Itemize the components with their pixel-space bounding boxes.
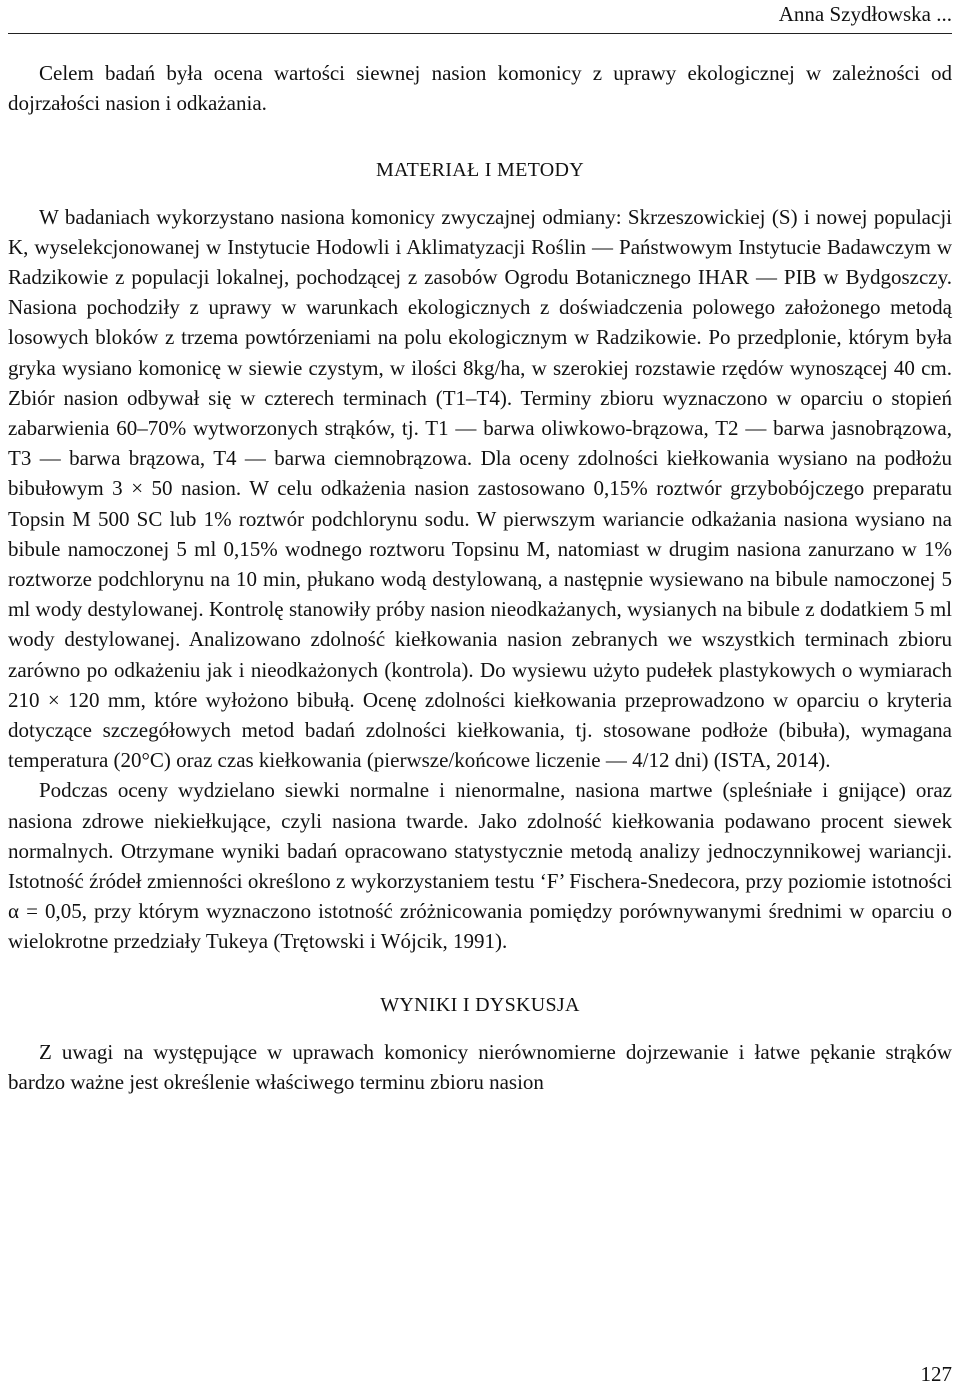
methods-paragraph-2: Podczas oceny wydzielano siewki normalne i nienormalne, nasiona martwe (spleśniałe i gnijące) oraz nasiona zdrowe niekiełkujące, czyli nasiona twarde. Jako zdolność kiełkowania podawano procent siewek normalnych. Otrzymane wyniki badań opracowano statystycznie metodą analizy jednoczynnikowej wariancji. Istotność źródeł zmienności określono z wykorzystaniem testu ‘F’ Fischera-Snedecora, przy poziomie istotności α = 0,05, przy którym wyznaczono istotność zróżnicowania pomiędzy porównywanymi średnimi w oparciu o wielokrotne przedziały Tukeya (Trętowski i Wójcik, 1991). — [8, 778, 952, 954]
header-rule — [8, 33, 952, 34]
spacer — [8, 186, 952, 202]
intro-paragraph: Celem badań była ocena wartości siewnej nasion komonicy z uprawy ekologicznej w zależności od dojrzałości nasion i odkażania. — [8, 61, 952, 116]
spacer — [8, 957, 952, 990]
page-number: 127 — [920, 1362, 952, 1386]
running-header: Anna Szydłowska ... — [778, 2, 952, 26]
section-heading-results: WYNIKI I DYSKUSJA — [380, 993, 580, 1016]
spacer — [8, 1020, 952, 1037]
methods-paragraph-1: W badaniach wykorzystano nasiona komonicy zwyczajnej odmiany: Skrzeszowickiej (S) i nowej populacji K, wyselekcjonowanej w Instytucie Hodowli i Aklimatyzacji Roślin — Państwowym Instytucie Badawczym w Radzikowie z populacji lokalnej, pochodzącej z zasobów Ogrodu Botanicznego IHAR — PIB w Bydgoszczy. Nasiona pochodziły z uprawy w warunkach ekologicznych z doświadczenia polowego założonego metodą losowych bloków z trzema powtórzeniami na polu ekologicznym w Radzikowie. Po przedplonie, którym była gryka wysiano komonicę w siewie czystym, w ilości 8kg/ha, w szerokiej rozstawie rzędów wynoszącej 40 cm. Zbiór nasion odbywał się w czterech terminach (T1–T4). Terminy zbioru wyznaczono w oparciu o stopień zabarwienia 60–70% wytworzonych strąków, tj. T1 — barwa oliwkowo-brązowa, T2 — barwa jasnobrązowa, T3 — barwa brązowa, T4 — barwa ciemnobrązowa. Dla oceny zdolności kiełkowania wysiano na podłożu bibułowym 3 × 50 nasion. W celu odkażenia nasion zastosowano 0,15% roztwór grzybobójczego preparatu Topsin M 500 SC lub 1% roztwór podchlorynu sodu. W pierwszym wariancie odkażania nasiona wysiano na bibule namoczonej 5 ml 0,15% wodnego roztworu Topsinu M, natomiast w drugim nasiona zanurzano w 1% roztworze podchlorynu na 10 min, płukano wodą destylowaną, a następnie wysiewano na bibule namoczonej 5 ml wody destylowanej. Kontrolę stanowiły próby nasion nieodkażanych, wysianych na bibule z dodatkiem 5 ml wody destylowanej. Analizowano zdolność kiełkowania nasion zebranych we wszystkich terminach zbioru zarówno po odkażeniu jak i nieodkażonych (kontrola). Do wysiewu użyto pudełek plastykowych o wymiarach 210 × 120 mm, które wyłożono bibułą. Ocenę zdolności kiełkowania przeprowadzono w oparciu o kryteria dotyczące szczegółowych metod badań zdolności kiełkowania, tj. stosowane podłoże (bibuła), wymagana temperatura (20°C) oraz czas kiełkowania (pierwsze/końcowe liczenie — 4/12 dni) (ISTA, 2014). — [8, 204, 952, 773]
spacer — [8, 118, 952, 155]
results-paragraph-1: Z uwagi na występujące w uprawach komonicy nierównomierne dojrzewanie i łatwe pękanie strąków bardzo ważne jest określenie właściwego terminu zbioru nasion — [8, 1039, 952, 1095]
article-body — [8, 58, 952, 1097]
section-heading-methods: MATERIAŁ I METODY — [375, 159, 585, 182]
